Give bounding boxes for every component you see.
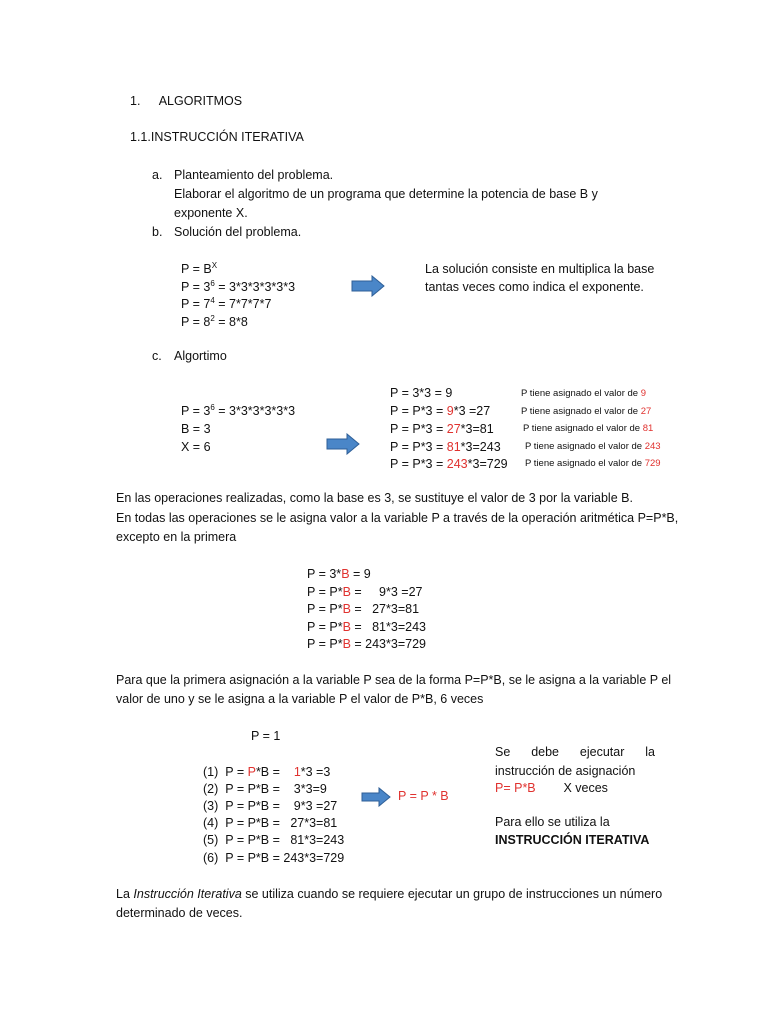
algo-step: P = P*3 = 27*3=81 bbox=[390, 422, 494, 436]
section-title: ALGORITMOS bbox=[158, 94, 243, 108]
subsection-heading bbox=[130, 129, 304, 145]
formula-b-1: $P = B^X$ bbox=[181, 261, 218, 276]
para2-line1: Para que la primera asignación a la variable P sea de la forma P=P*B, se le asigna a la variable P el bbox=[116, 673, 672, 687]
para1-line3: excepto en la primera bbox=[116, 530, 237, 544]
op-line: P = P*B = 27*3=81 bbox=[307, 602, 420, 616]
final-line2: determinado de veces. bbox=[116, 906, 243, 920]
step-line: (3) P = P*B = 9*3 =27 bbox=[203, 799, 338, 813]
op-line: P = P*B = 243*3=729 bbox=[307, 637, 426, 651]
step-line: (4) P = P*B = 27*3=81 bbox=[203, 816, 338, 830]
formula-b-3: $P = 7^4 = 7*7*7*7$ bbox=[181, 296, 272, 311]
step-line: (5) P = P*B = 81*3=243 bbox=[203, 833, 345, 847]
right-note-line2: instrucción de asignación bbox=[495, 764, 636, 778]
algo-step: P = P*3 = 81*3=243 bbox=[390, 440, 501, 454]
item-c-title: Algortimo bbox=[174, 349, 227, 363]
algo-note: P tiene asignado el valor de 27 bbox=[521, 406, 652, 417]
algo-step: P = P*3 = 9*3 =27 bbox=[390, 404, 491, 418]
final-line1: La Instrucción Iterativa se utiliza cuando se requiere ejecutar un grupo de instrucciones un número bbox=[116, 887, 663, 901]
subsection-number: 1.1. bbox=[130, 130, 151, 144]
right-note-line4: Para ello se utiliza la bbox=[495, 815, 610, 829]
para1-line2: En todas las operaciones se le asigna valor a la variable P a través de la operación aritmética P=P*B, bbox=[116, 511, 679, 525]
algo-left-1: $P = 3^6 = 3*3*3*3*3*3$ bbox=[181, 403, 296, 418]
explanation-b-line2: tantas veces como indica el exponente. bbox=[425, 280, 644, 294]
item-a-marker: a. bbox=[152, 168, 163, 182]
formula-b-2: $P = 3^6 = 3*3*3*3*3*3$ bbox=[181, 279, 296, 294]
para2-line2: valor de uno y se le asigna a la variable P el valor de P*B, 6 veces bbox=[116, 692, 484, 706]
op-line: P = P*B = 81*3=243 bbox=[307, 620, 426, 634]
algo-note: P tiene asignado el valor de 81 bbox=[523, 423, 654, 434]
right-note bbox=[495, 744, 655, 761]
explanation-b-line1: La solución consiste en multiplica la base bbox=[425, 262, 655, 276]
algo-left-2: B = 3 bbox=[181, 422, 211, 436]
formula-b-4: $P = 8^2 = 8*8$ bbox=[181, 314, 248, 329]
op-line: P = 3*B = 9 bbox=[307, 567, 371, 581]
assign-label: P = P * B bbox=[398, 789, 449, 803]
arrow-right-icon bbox=[361, 787, 391, 807]
para1-line1: En las operaciones realizadas, como la base es 3, se sustituye el valor de 3 por la variable B. bbox=[116, 491, 633, 505]
item-a-title: Planteamiento del problema. bbox=[174, 168, 334, 182]
step-line: (2) P = P*B = 3*3=9 bbox=[203, 782, 327, 796]
item-b-marker: b. bbox=[152, 225, 163, 239]
step-line: (1) P = P*B = 1*3 =3 bbox=[203, 765, 331, 779]
arrow-right-icon bbox=[326, 433, 360, 455]
right-note-line1: Se debe ejecutar la bbox=[495, 745, 655, 759]
item-c-marker: c. bbox=[152, 349, 162, 363]
step-line: (6) P = P*B = 243*3=729 bbox=[203, 851, 345, 865]
section-heading bbox=[130, 93, 242, 109]
algo-note: P tiene asignado el valor de 729 bbox=[525, 458, 661, 469]
right-note-line3: P= P*B X veces bbox=[495, 781, 608, 795]
item-a-line1: Elaborar el algoritmo de un programa que determine la potencia de base B y bbox=[174, 187, 598, 201]
item-a-line2: exponente X. bbox=[174, 206, 248, 220]
algo-note: P tiene asignado el valor de 9 bbox=[521, 388, 647, 399]
subsection-title: INSTRUCCIÓN ITERATIVA bbox=[150, 130, 304, 144]
algo-note: P tiene asignado el valor de 243 bbox=[525, 441, 661, 452]
item-b-title: Solución del problema. bbox=[174, 225, 302, 239]
right-note-line5: INSTRUCCIÓN ITERATIVA bbox=[495, 833, 650, 847]
op-line: P = P*B = 9*3 =27 bbox=[307, 585, 423, 599]
p-init: P = 1 bbox=[251, 729, 281, 743]
section-number: 1. bbox=[130, 94, 141, 108]
arrow-right-icon bbox=[351, 275, 385, 297]
algo-left-3: X = 6 bbox=[181, 440, 211, 454]
algo-step: P = P*3 = 243*3=729 bbox=[390, 457, 508, 471]
algo-step: P = 3*3 = 9 bbox=[390, 386, 453, 400]
